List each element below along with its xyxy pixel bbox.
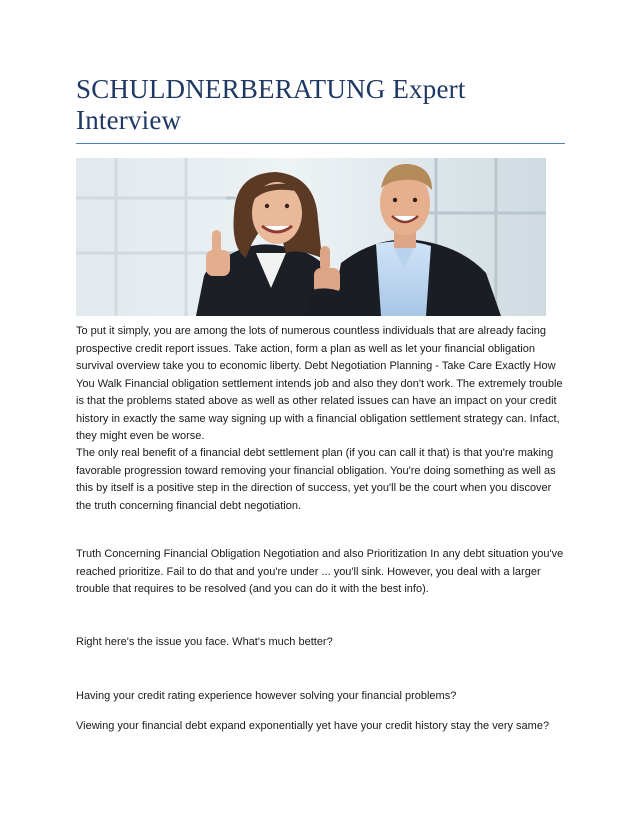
paragraph-benefit: The only real benefit of a financial debt settlement plan (if you can call it that) is that you're making favorable progression toward removing your financial obligation. You're doing something as well as this by itself is a positive step in the direction of success, yet you'll be the court when you discover the truth concerning financial debt negotiation. <box>76 447 556 512</box>
paragraph-question: Right here's the issue you face. What's much better? <box>76 636 333 648</box>
business-people-thumbs-up-photo-icon <box>76 158 546 316</box>
paragraph-option-one: Having your credit rating experience however solving your financial problems? <box>76 690 457 702</box>
paragraph-option-two: Viewing your financial debt expand exponentially yet have your credit history stay the very same? <box>76 720 550 732</box>
paragraph-prioritization: Truth Concerning Financial Obligation Negotiation and also Prioritization In any debt situation you've reached prioritize. Fail to do that and you're under ... you'll sink. However, you deal with a larger trouble that requires to be resolved (and you can do it with the best info). <box>76 548 564 595</box>
page-title: SCHULDNERBERATUNG Expert Interview <box>76 74 466 135</box>
title-underline <box>76 143 565 144</box>
header-photo <box>76 158 546 316</box>
paragraph-intro: To put it simply, you are among the lots of numerous countless individuals that are already facing prospective credit report issues. Take action, form a plan as well as let your financial obligation survival overview take you to economic liberty. Debt Negotiation Planning - Take Care Exactly How You Walk Financial obligation settlement intends job and also they don't work. The extremely trouble is that the problems stated above as well as other related issues can have an impact on your credit history in exactly the same way signing up with a financial obligation settlement strategy can. Infact, they might even be worse. <box>76 325 563 442</box>
